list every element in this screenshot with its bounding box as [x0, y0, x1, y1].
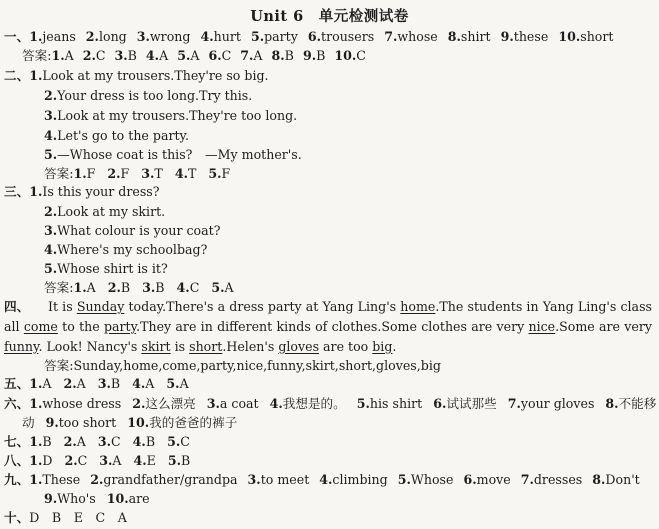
numbered-item: [107, 491, 150, 506]
numbered-item: [29, 184, 159, 199]
item-text: A: [179, 376, 189, 391]
underlined-word: home: [400, 299, 436, 314]
numbered-item: [303, 48, 325, 63]
section-6-line-1: [4, 395, 656, 413]
item-text: Look at my skirt.: [57, 204, 166, 219]
numbered-item: [240, 48, 262, 63]
numbered-item: [29, 453, 52, 468]
item-text: Look at my trousers.They're so big.: [42, 68, 269, 83]
item-text: B: [120, 280, 131, 295]
underlined-word: Sunday: [76, 299, 125, 314]
underlined-word: party: [103, 319, 137, 334]
passage-text: .The students in Yang Ling's class all: [4, 299, 652, 334]
item-number: 4.: [174, 166, 188, 181]
item-number: 1.: [29, 184, 43, 199]
numbered-item: [211, 280, 233, 295]
item-number: 2.: [132, 396, 146, 411]
item-number: 3.: [97, 376, 111, 391]
numbered-item: [64, 453, 87, 468]
section-mark: 一、: [4, 29, 30, 44]
numbered-item: [272, 48, 294, 63]
item-text: C: [77, 453, 88, 468]
section-2-answers: [44, 165, 230, 183]
numbered-item: [115, 48, 137, 63]
numbered-item: [108, 280, 130, 295]
numbered-item: [44, 491, 96, 506]
item-text: Who's: [57, 491, 96, 506]
numbered-item: [107, 166, 129, 181]
passage-text: .: [392, 339, 397, 354]
section-6-line-2: [22, 414, 237, 432]
numbered-item: [44, 128, 189, 143]
section-mark: 十、: [4, 510, 30, 525]
item-text: to meet: [260, 472, 310, 487]
item-number: 9.: [500, 29, 514, 44]
item-text: B: [42, 434, 52, 449]
item-number: 5.: [250, 29, 265, 44]
item-number: 2.: [107, 166, 121, 181]
section-mark: 七、: [4, 434, 30, 449]
answer-label: 答案:: [22, 48, 52, 63]
answer-label: 答案:: [44, 358, 74, 373]
section-4-passage: [0, 297, 652, 357]
numbered-item: [29, 472, 80, 487]
item-text: These: [42, 472, 81, 487]
item-number: 5.: [44, 147, 58, 162]
item-number: 5.: [356, 396, 370, 411]
item-number: 1.: [73, 166, 87, 181]
item-number: 4.: [132, 376, 146, 391]
underlined-word: come: [23, 319, 58, 334]
numbered-item: [98, 376, 120, 391]
item-text: 试试那些: [446, 396, 497, 411]
numbered-item: [134, 453, 156, 468]
item-text: C: [356, 48, 366, 63]
numbered-item: [29, 396, 121, 411]
numbered-item: [29, 29, 76, 44]
item-text: 这么漂亮: [145, 396, 196, 411]
numbered-item: [501, 29, 549, 44]
item-number: 2.: [90, 472, 104, 487]
item-text: C: [111, 434, 121, 449]
numbered-item: [90, 472, 237, 487]
item-number: 4.: [132, 434, 146, 449]
item-text: C: [221, 48, 232, 63]
wrapped-text: 动: [22, 415, 35, 430]
item-text: C: [189, 280, 200, 295]
numbered-item: [177, 280, 200, 295]
item-number: 4.: [44, 242, 58, 257]
item-text: A: [76, 434, 86, 449]
item-text: wrong: [149, 29, 191, 44]
item-number: 7.: [240, 48, 254, 63]
numbered-item: [508, 396, 595, 411]
item-number: 3.: [206, 396, 220, 411]
item-text: shirt: [460, 29, 491, 44]
item-number: 4.: [176, 280, 190, 295]
section-2-item-3: [44, 107, 297, 125]
item-number: 1.: [73, 280, 87, 295]
item-text: A: [224, 280, 234, 295]
item-number: 3.: [141, 166, 155, 181]
numbered-item: [73, 166, 95, 181]
item-number: 6.: [307, 29, 322, 44]
item-number: 7.: [520, 472, 534, 487]
numbered-item: [44, 242, 207, 257]
item-text: grandfather/grandpa: [103, 472, 238, 487]
page-title: Unit 6 单元检测试卷: [250, 8, 409, 25]
item-text: A: [253, 48, 263, 63]
item-number: 3.: [247, 472, 261, 487]
item-text: A: [42, 376, 52, 391]
numbered-item: [44, 223, 220, 238]
item-number: 7.: [384, 29, 398, 44]
underlined-word: nice: [528, 319, 556, 334]
item-number: 5.: [167, 434, 181, 449]
item-number: 3.: [136, 29, 150, 44]
item-text: dresses: [533, 472, 583, 487]
numbered-item: [384, 29, 438, 44]
item-text: —Whose coat is this? —My mother's.: [57, 147, 302, 162]
item-number: 2.: [107, 280, 121, 295]
numbered-item: [142, 280, 164, 295]
numbered-item: [44, 204, 165, 219]
item-number: 5.: [167, 453, 182, 468]
item-text: D: [42, 453, 53, 468]
item-number: 4.: [145, 48, 160, 63]
item-number: 10.: [127, 415, 150, 430]
passage-text: today.There's a dress party at Yang Ling's: [124, 299, 401, 314]
numbered-item: [270, 396, 346, 411]
numbered-item: [433, 396, 497, 411]
item-text: A: [159, 48, 169, 63]
answer-text: D B E C A: [29, 510, 127, 525]
passage-text: are too: [319, 339, 373, 354]
item-number: 5.: [44, 261, 58, 276]
numbered-item: [132, 396, 196, 411]
numbered-item: [334, 48, 366, 63]
item-number: 6.: [463, 472, 477, 487]
item-text: F: [86, 166, 96, 181]
item-text: A: [86, 280, 96, 295]
item-number: 10.: [106, 491, 129, 506]
item-number: 9.: [302, 48, 317, 63]
item-text: A: [112, 453, 122, 468]
section-7: [4, 433, 190, 451]
numbered-item: [592, 472, 639, 487]
item-number: 9.: [45, 415, 59, 430]
numbered-item: [64, 434, 86, 449]
item-number: 2.: [44, 204, 58, 219]
item-text: E: [146, 453, 156, 468]
numbered-item: [177, 48, 199, 63]
numbered-item: [319, 472, 387, 487]
item-text: C: [180, 434, 190, 449]
section-1: [4, 28, 613, 46]
numbered-item: [127, 415, 237, 430]
item-text: jeans: [42, 29, 76, 44]
item-number: 2.: [63, 376, 77, 391]
underlined-word: skirt: [141, 339, 171, 354]
item-text: a coat: [219, 396, 259, 411]
numbered-item: [558, 29, 613, 44]
item-text: A: [190, 48, 200, 63]
numbered-item: [99, 453, 121, 468]
answer-text: Sunday,home,come,party,nice,funny,skirt,short,gloves,big: [73, 358, 441, 373]
answer-label: 答案:: [44, 280, 74, 295]
item-number: 1.: [29, 376, 43, 391]
item-text: Where's my schoolbag?: [57, 242, 208, 257]
numbered-item: [167, 434, 190, 449]
item-text: T: [154, 166, 163, 181]
answer-label: 答案:: [44, 166, 74, 181]
section-3-item-2: [44, 203, 165, 221]
item-text: move: [476, 472, 511, 487]
item-text: B: [284, 48, 294, 63]
item-number: 2.: [85, 29, 99, 44]
item-number: 2.: [63, 434, 77, 449]
numbered-item: [175, 166, 197, 181]
numbered-item: [208, 48, 231, 63]
numbered-item: [146, 48, 168, 63]
underlined-word: big: [372, 339, 393, 354]
item-text: trousers: [321, 29, 375, 44]
item-number: 4.: [319, 472, 333, 487]
numbered-item: [251, 29, 298, 44]
passage-text: It is: [48, 299, 77, 314]
section-1-answers: [22, 47, 366, 65]
passage-text: . Look! Nancy's: [38, 339, 142, 354]
numbered-item: [46, 415, 117, 430]
item-number: 7.: [507, 396, 521, 411]
passage-text: is: [170, 339, 190, 354]
numbered-item: [141, 166, 163, 181]
numbered-item: [98, 434, 121, 449]
item-text: 我的爸爸的裤子: [149, 415, 238, 430]
item-text: short: [580, 29, 614, 44]
item-number: 3.: [114, 48, 128, 63]
item-number: 8.: [447, 29, 461, 44]
numbered-item: [29, 434, 51, 449]
item-text: these: [513, 29, 549, 44]
section-2-item-1: [4, 67, 269, 85]
section-9-line-2: [44, 490, 150, 508]
numbered-item: [521, 472, 583, 487]
item-number: 5.: [211, 280, 225, 295]
section-3-answers: [44, 279, 234, 297]
item-number: 6.: [208, 48, 222, 63]
numbered-item: [208, 166, 230, 181]
item-text: Your dress is too long.Try this.: [57, 88, 253, 103]
item-text: A: [145, 376, 155, 391]
numbered-item: [207, 396, 259, 411]
section-2-item-2: [44, 87, 252, 105]
numbered-item: [44, 147, 302, 162]
item-number: 10.: [558, 29, 581, 44]
item-number: 2.: [64, 453, 78, 468]
item-text: 我想是的。: [282, 396, 346, 411]
numbered-item: [73, 280, 95, 295]
section-3-item-3: [44, 222, 220, 240]
item-number: 10.: [334, 48, 357, 63]
item-number: 5.: [177, 48, 191, 63]
passage-text: .They are in different kinds of clothes.Some clothes are very: [136, 319, 529, 334]
numbered-item: [605, 396, 656, 411]
item-text: Don't: [605, 472, 640, 487]
section-mark: 二、: [4, 68, 30, 83]
item-text: B: [145, 434, 156, 449]
item-number: 3.: [44, 223, 58, 238]
item-text: B: [127, 48, 137, 63]
item-text: F: [120, 166, 130, 181]
item-text: his shirt: [369, 396, 423, 411]
section-9-line-1: [4, 471, 640, 489]
section-mark: 六、: [4, 396, 30, 411]
numbered-item: [29, 376, 51, 391]
item-text: T: [187, 166, 197, 181]
item-text: B: [110, 376, 121, 391]
item-text: Let's go to the party.: [57, 128, 189, 143]
item-number: 1.: [29, 29, 43, 44]
item-text: climbing: [332, 472, 388, 487]
section-2-item-5: [44, 146, 302, 164]
numbered-item: [44, 88, 252, 103]
item-number: 5.: [208, 166, 222, 181]
section-mark: 三、: [4, 184, 30, 199]
section-10: [4, 509, 127, 527]
item-text: long: [98, 29, 127, 44]
item-text: B: [181, 453, 191, 468]
numbered-item: [308, 29, 374, 44]
item-number: 2.: [44, 88, 58, 103]
item-text: Look at my trousers.They're too long.: [57, 108, 298, 123]
section-mark: 八、: [4, 453, 30, 468]
numbered-item: [448, 29, 491, 44]
item-number: 1.: [51, 48, 65, 63]
passage-text: .Helen's: [222, 339, 279, 354]
section-mark: 九、: [4, 472, 30, 487]
item-number: 5.: [397, 472, 411, 487]
item-text: What colour is your coat?: [57, 223, 221, 238]
item-number: 1.: [29, 434, 43, 449]
item-text: B: [316, 48, 326, 63]
numbered-item: [51, 48, 73, 63]
item-number: 8.: [605, 396, 619, 411]
item-text: F: [221, 166, 231, 181]
numbered-item: [83, 48, 106, 63]
numbered-item: [248, 472, 310, 487]
item-text: A: [76, 376, 86, 391]
item-text: whose dress: [42, 396, 122, 411]
item-text: your gloves: [520, 396, 595, 411]
numbered-item: [166, 376, 188, 391]
numbered-item: [398, 472, 454, 487]
section-3-item-1: [4, 183, 160, 201]
numbered-item: [86, 29, 127, 44]
underlined-word: funny: [4, 339, 39, 354]
section-3-item-4: [44, 241, 207, 259]
numbered-item: [168, 453, 190, 468]
item-number: 4.: [269, 396, 283, 411]
numbered-item: [132, 376, 154, 391]
item-text: party: [264, 29, 298, 44]
item-text: too short: [58, 415, 117, 430]
item-number: 1.: [29, 68, 43, 83]
item-number: 1.: [29, 453, 43, 468]
passage-text: to the: [57, 319, 104, 334]
section-4-answers: [44, 357, 441, 375]
item-text: B: [155, 280, 165, 295]
numbered-item: [463, 472, 510, 487]
item-number: 3.: [99, 453, 113, 468]
item-text: whose: [397, 29, 438, 44]
item-text: Whose: [410, 472, 454, 487]
numbered-item: [357, 396, 422, 411]
section-2-item-4: [44, 127, 189, 145]
item-number: 3.: [97, 434, 112, 449]
item-number: 8.: [271, 48, 285, 63]
item-number: 4.: [200, 29, 214, 44]
item-number: 6.: [433, 396, 447, 411]
item-text: C: [95, 48, 106, 63]
item-text: Is this your dress?: [42, 184, 160, 199]
item-text: hurt: [213, 29, 241, 44]
item-number: 1.: [29, 396, 43, 411]
item-number: 5.: [166, 376, 180, 391]
item-text: A: [64, 48, 74, 63]
underlined-word: short: [189, 339, 223, 354]
item-number: 3.: [44, 108, 58, 123]
numbered-item: [44, 108, 297, 123]
numbered-item: [63, 376, 85, 391]
item-number: 2.: [82, 48, 96, 63]
item-text: 不能移: [618, 396, 657, 411]
item-number: 1.: [29, 472, 43, 487]
item-number: 8.: [592, 472, 606, 487]
item-number: 3.: [142, 280, 156, 295]
section-mark: 五、: [4, 376, 30, 391]
numbered-item: [200, 29, 240, 44]
numbered-item: [133, 434, 155, 449]
item-number: 4.: [44, 128, 58, 143]
numbered-item: [44, 261, 168, 276]
numbered-item: [29, 68, 268, 83]
section-8: [4, 452, 190, 470]
section-5: [4, 375, 189, 393]
item-number: 9.: [44, 491, 58, 506]
passage-text: .Some are very: [555, 319, 652, 334]
underlined-word: gloves: [278, 339, 320, 354]
section-3-item-5: [44, 260, 168, 278]
item-number: 4.: [133, 453, 147, 468]
numbered-item: [137, 29, 191, 44]
section-mark: 四、: [4, 299, 30, 314]
item-text: are: [128, 491, 150, 506]
item-text: Whose shirt is it?: [57, 261, 168, 276]
